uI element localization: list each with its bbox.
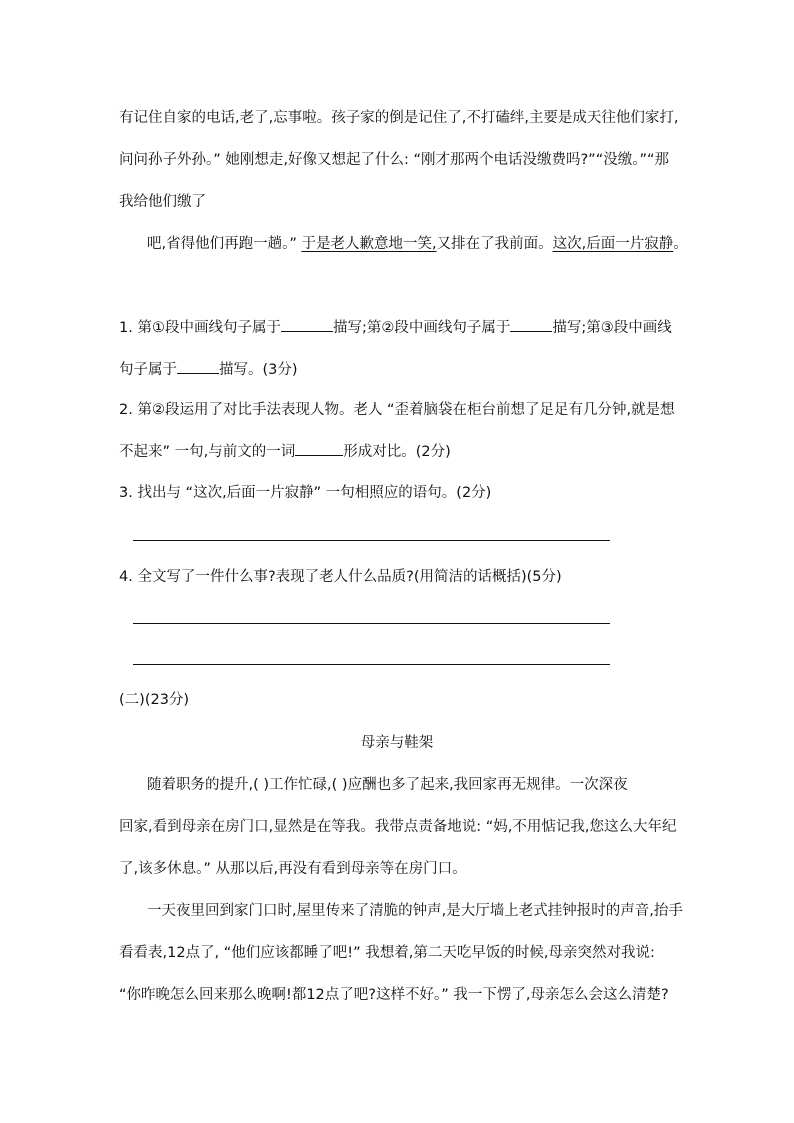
section-header: (二)(23分) [119, 692, 190, 708]
passage-line [147, 234, 688, 254]
passage-line: 一天夜里回到家门口时,屋里传来了清脆的钟声,是大厅墙上老式挂钟报时的声音,抬手 [147, 903, 683, 919]
question-1-cont [119, 359, 298, 380]
underlined-sentence: 这次,后面一片寂静 [552, 236, 674, 252]
question-2-cont [119, 441, 451, 462]
question-text: 描写;第③段中画线 [552, 320, 672, 336]
question-text: 句子属于 [119, 362, 177, 378]
question-text: 形成对比。(2分) [343, 444, 451, 460]
answer-blank[interactable] [281, 317, 333, 332]
question-3: 3. 找出与 “这次,后面一片寂静” 一句相照应的语句。(2分) [119, 485, 492, 501]
passage-text: 又排在了我前面。 [436, 236, 553, 252]
passage-line: “你昨晚怎么回来那么晚啊!都12点了吧?这样不好。” 我一下愣了,母亲怎么会这么清楚? [119, 987, 669, 1003]
passage-line: 我给他们缴了 [119, 194, 206, 210]
question-text: 描写。(3分) [219, 362, 298, 378]
question-text: 不起来” 一句,与前文的一词 [119, 444, 296, 460]
question-text: 描写;第②段中画线句子属于 [332, 320, 511, 336]
question-2: 2. 第②段运用了对比手法表现人物。老人 “歪着脑袋在柜台前想了足足有几分钟,就是想 [119, 402, 675, 418]
passage-line: 有记住自家的电话,老了,忘事啦。孩子家的倒是记住了,不打磕绊,主要是成天往他们家打, [119, 110, 679, 126]
answer-blank[interactable] [177, 359, 219, 374]
question-1 [119, 317, 672, 338]
question-text: 1. 第①段中画线句子属于 [119, 320, 281, 336]
passage-line: 看看表,12点了, “他们应该都睡了吧!” 我想着,第二天吃早饭的时候,母亲突然对我说: [119, 945, 655, 961]
passage-line: 了,该多休息。” 从那以后,再没有看到母亲等在房门口。 [119, 861, 467, 877]
passage-line: 随着职务的提升,( )工作忙碌,( )应酬也多了起来,我回家再无规律。一次深夜 [147, 777, 628, 793]
underlined-sentence: 于是老人歉意地一笑, [301, 236, 437, 252]
passage-line: 问问孙子外孙。” 她刚想走,好像又想起了什么: “刚才那两个电话没缴费吗?”“没缴。”“那 [119, 152, 669, 168]
question-4: 4. 全文写了一件什么事?表现了老人什么品质?(用简洁的话概括)(5分) [119, 569, 562, 585]
answer-blank[interactable] [510, 317, 552, 332]
answer-line[interactable] [133, 664, 610, 665]
passage-text: 。 [673, 236, 688, 252]
answer-line[interactable] [133, 623, 610, 624]
answer-line[interactable] [133, 540, 610, 541]
passage-line: 回家,看到母亲在房门口,显然是在等我。我带点责备地说: “妈,不用惦记我,您这么大年纪 [119, 819, 677, 835]
answer-blank[interactable] [295, 441, 343, 456]
passage-title: 母亲与鞋架 [360, 735, 434, 751]
passage-text: 吧,省得他们再跑一趟。” [147, 236, 302, 252]
